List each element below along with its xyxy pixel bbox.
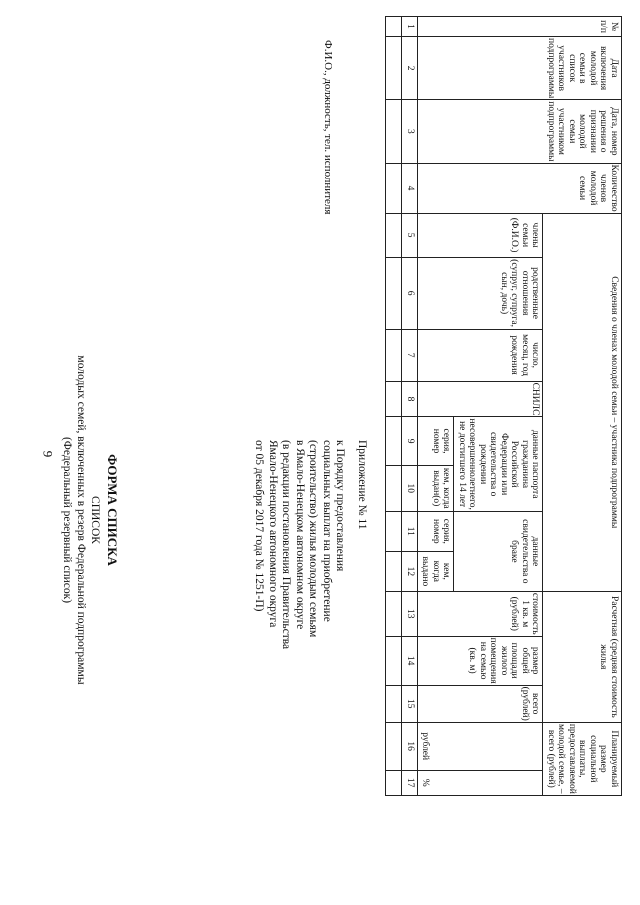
list-subtitle: молодых семей, включенных в резерв Федеральной подпрограммы xyxy=(75,355,87,685)
header-decision: Дата, номер решения о признании молодой семьи участником подпрограммы xyxy=(418,100,622,163)
header-inclusion-date: Дата включения молодой семьи в список участников подпрограммы xyxy=(418,37,622,100)
column-number: 9 xyxy=(402,417,418,465)
appendix-line: Ямало-Ненецкого автономного округа xyxy=(267,440,279,628)
header-cost-per-m: стоимость 1 кв. м (рублей) xyxy=(418,591,544,636)
column-number-row xyxy=(402,17,418,796)
column-number: 12 xyxy=(402,551,418,591)
appendix-line: от 05 декабря 2017 года № 1251-П) xyxy=(253,440,266,612)
header-planned-payment: Планируемый размер социальной выплаты, предоставляемой молодой семье, – всего (рублей) xyxy=(543,722,622,795)
header-rubles: рублей xyxy=(418,722,544,770)
header-relation: родственные отношения (супруг, супруга, сын, дочь) xyxy=(418,257,544,329)
column-number: 16 xyxy=(402,722,418,770)
list-subtitle-note: (Федеральный резервный список) xyxy=(61,436,73,604)
column-number: 8 xyxy=(402,381,418,417)
header-num: № п/п xyxy=(418,17,622,37)
appendix-title: Приложение № 11 xyxy=(356,440,368,530)
appendix-line: в Ямало-Ненецком автономном округе xyxy=(294,440,306,630)
list-title-block xyxy=(60,300,102,740)
column-number: 3 xyxy=(402,100,418,163)
executor-signature-line: Ф.И.О., должность, тел. исполнителя xyxy=(322,40,334,215)
appendix-line: социальных выплат на приобретение xyxy=(321,440,333,622)
header-area: размер общей площади жилого помещения на семью (кв. м) xyxy=(418,636,544,685)
header-marriage-issued: кем, когда выдано xyxy=(418,551,455,591)
column-number: 4 xyxy=(402,163,418,213)
header-percent: % xyxy=(418,770,544,795)
header-marriage-series: серия, номер xyxy=(418,511,455,551)
column-number: 7 xyxy=(402,329,418,381)
register-table xyxy=(385,16,622,796)
column-number: 15 xyxy=(402,685,418,722)
header-cost-group: Расчетная (средняя стоимость жилья xyxy=(543,591,622,722)
column-number: 14 xyxy=(402,636,418,685)
column-number: 10 xyxy=(402,465,418,511)
table-row xyxy=(386,17,402,796)
header-passport-series: серия, номер xyxy=(418,417,455,465)
column-number: 11 xyxy=(402,511,418,551)
header-marriage: данные свидетельства о браке xyxy=(454,511,543,591)
form-title: ФОРМА СПИСКА xyxy=(105,454,120,566)
header-passport-issued: кем, когда выдан(о) xyxy=(418,465,455,511)
header-member-count: Количество членов молодой семьи xyxy=(418,163,622,213)
appendix-line: (в редакции постановления Правительства xyxy=(280,440,293,650)
list-title: СПИСОК xyxy=(89,496,101,544)
column-number: 2 xyxy=(402,37,418,100)
header-members-group: Сведения о членах молодой семьи – участника подпрограммы xyxy=(543,213,622,591)
header-snils: СНИЛС xyxy=(418,381,544,417)
header-total: всего (рублей) xyxy=(418,685,544,722)
column-number: 17 xyxy=(402,770,418,795)
header-birth-date: число, месяц, год рождения xyxy=(418,329,544,381)
appendix-block xyxy=(252,440,368,880)
appendix-line: (строительство) жилья молодым семьям xyxy=(307,440,320,638)
appendix-line: к Порядку предоставления xyxy=(334,440,347,572)
column-number: 13 xyxy=(402,591,418,636)
column-number: 1 xyxy=(402,17,418,37)
column-number: 5 xyxy=(402,213,418,257)
header-members: члены семьи (Ф.И.О.) xyxy=(418,213,544,257)
page-number: 9 xyxy=(40,450,56,458)
column-number: 6 xyxy=(402,257,418,329)
header-passport: данные паспорта гражданина Российской Федерации или свидетельства о рождении несовершеннолетнего, не достигшего 14 лет xyxy=(454,417,543,511)
